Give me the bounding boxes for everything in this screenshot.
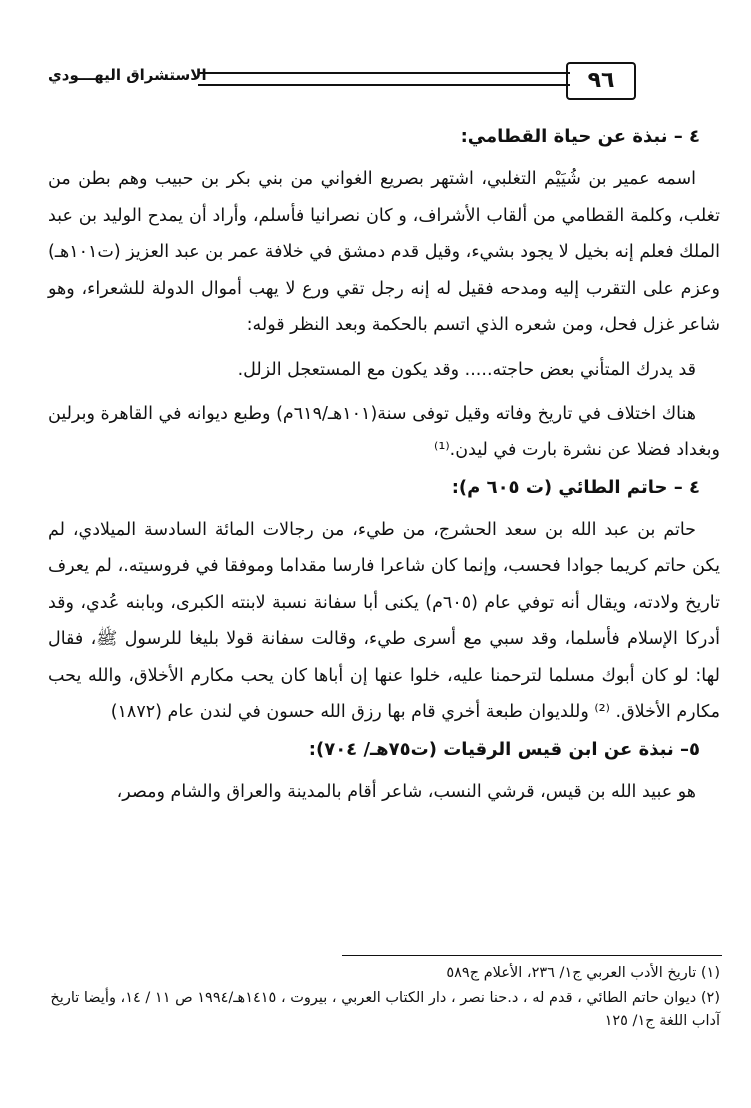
footnote-separator bbox=[342, 955, 722, 956]
footnote-1: (١) تاريخ الأدب العربي ج١/ ٢٣٦، الأعلام ج٥٨٩ bbox=[446, 965, 720, 981]
qatami-closing-paragraph: هناك اختلاف في تاريخ وفاته وقيل توفى سنة(١٠١هـ/٦١٩م) وطبع ديوانه في القاهرة وبرلين وبغداد فضلا عن نشرة بارت في ليدن.⁽¹⁾ bbox=[48, 403, 720, 460]
running-title: الاستشراق اليهـــودي bbox=[48, 66, 207, 84]
footnotes bbox=[48, 962, 720, 1035]
ibn-qais-paragraph: هو عبيد الله بن قيس، قرشي النسب، شاعر أقام بالمدينة والعراق والشام ومصر، bbox=[116, 781, 696, 802]
page-number: ٩٦ bbox=[566, 62, 636, 100]
section-heading-hatim: ٤ – حاتم الطائي (ت ٦٠٥ م): bbox=[451, 476, 700, 498]
qatami-verse: قد يدرك المتأني بعض حاجته..... وقد يكون مع المستعجل الزلل. bbox=[237, 359, 696, 380]
qatami-paragraph: اسمه عمير بن شُيَيْم التغلبي، اشتهر بصريع الغواني من بني بكر بن حبيب وهم بطن من تغلب، وكلمة القطامي من ألقاب الأشراف، و كان نصرانيا فأسلم، وأراد أن يمدح الوليد بن عبد الملك فعلم إنه بخيل لا يجود بشيء، وقيل قدم دمشق في خلافة عمر بن عبد العزيز (ت١٠١هـ) وعزم على التقرب إليه ومدحه فقيل له إنه رجل تقي ورع لا يهب أموال الدولة للشعراء، وهو شاعر غزل فحل، ومن شعره الذي اتسم بالحكمة وبعد النظر قوله: bbox=[48, 169, 720, 335]
header-rule-top bbox=[198, 72, 570, 74]
footnote-2: (٢) ديوان حاتم الطائي ، قدم له ، د.حنا نصر ، دار الكتاب العربي ، بيروت ، ١٤١٥هـ/١٩٩٤ ص ١١ / ١٤، وأيضا تاريخ آداب اللغة ج١/ ١٢٥ bbox=[50, 990, 720, 1029]
page-header bbox=[48, 62, 720, 102]
section-heading-qatami: ٤ – نبذة عن حياة القطامي: bbox=[460, 126, 700, 147]
hatim-paragraph: حاتم بن عبد الله بن سعد الحشرج، من طيء، من رجالات المائة السادسة الميلادي، لم يكن حاتم كريما جوادا فحسب، وإنما كان شاعرا فارسا مقداما وموفقا في فروسيته.، لم يعرف تاريخ ولادته، ويقال أنه توفي عام (٦٠٥م) يكنى أبا سفانة نسبة لابنته الكبرى، وبابنه عُدي، وقد أدركا الإسلام فأسلما، وقد سبي مع أسرى طيء، وقالت سفانة قولا بليغا للرسول ﷺ، فقال لها: لو كان أبوك مسلما لترحمنا عليه، خلوا عنها إن أباها كان يحب مكارم الأخلاق، والله يحب مكارم الأخلاق. ⁽²⁾ وللديوان طبعة أخري قام بها رزق الله حسون في لندن عام (١٨٧٢) bbox=[48, 519, 720, 722]
page-body bbox=[48, 118, 720, 818]
header-rule-bottom bbox=[198, 84, 570, 86]
section-heading-ibn-qais: ٥– نبذة عن ابن قيس الرقيات (ت٧٥هـ/ ٧٠٤): bbox=[308, 738, 700, 760]
